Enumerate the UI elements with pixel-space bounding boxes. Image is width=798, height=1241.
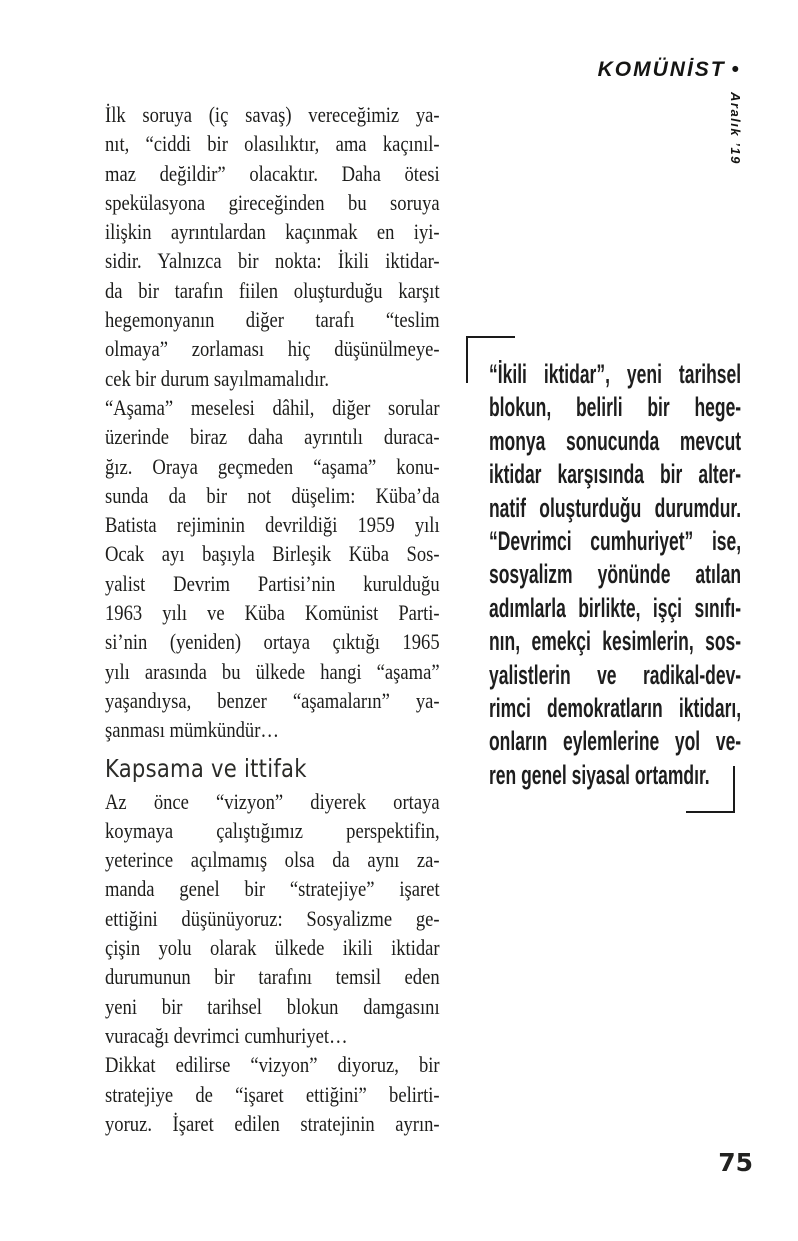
body-line: yeni bir tarihsel blokun damgasını — [105, 993, 440, 1019]
body-line: Ocak ayı başıyla Birleşik Küba Sos- — [105, 541, 440, 567]
body-line: maz değildir” olacaktır. Daha ötesi — [105, 160, 440, 186]
quote-line: blokun, belirli bir hege- — [489, 392, 742, 423]
pull-quote — [489, 358, 741, 792]
page-number: 75 — [718, 1148, 753, 1177]
body-line: Az önce “vizyon” diyerek ortaya — [105, 788, 440, 814]
journal-title-text: KOMÜNİST — [597, 58, 726, 81]
body-line: manda genel bir “stratejiye” işaret — [105, 876, 440, 902]
masthead-bullet: • — [731, 58, 739, 81]
section-heading: Kapsama ve ittifak — [105, 753, 307, 783]
quote-line: rimci demokratların iktidarı, — [489, 693, 742, 724]
body-line: sunda da bir not düşelim: Küba’da — [105, 482, 440, 508]
quote-line: ren genel siyasal ortamdır. — [489, 759, 710, 790]
body-line: koymaya çalıştığımız perspektifin, — [105, 817, 440, 843]
quote-line: onların eylemlerine yol ve- — [489, 726, 742, 757]
journal-title — [598, 58, 739, 82]
body-line: Batista rejiminin devrildiği 1959 yılı — [105, 512, 440, 538]
body-line: ilişkin ayrıntılardan kaçınmak en iyi- — [105, 219, 440, 245]
body-line: şanması mümkündür… — [105, 717, 280, 743]
paragraph-2 — [105, 393, 440, 745]
body-line: cek bir durum sayılmamalıdır. — [105, 365, 330, 391]
article-body — [105, 100, 440, 1138]
body-line: hegemonyanın diğer tarafı “teslim — [105, 307, 440, 333]
body-line: yeterince açılmamış olsa da aynı za- — [105, 847, 440, 873]
issue-date: Aralık ’19 — [728, 92, 743, 165]
body-line: yalist Devrim Partisi’nin kurulduğu — [105, 570, 440, 596]
quote-line: “İkili iktidar”, yeni tarihsel — [489, 359, 742, 389]
body-line: vuracağı devrimci cumhuriyet… — [105, 1022, 348, 1048]
body-line: Dikkat edilirse “vizyon” diyoruz, bir — [105, 1052, 440, 1078]
body-line: 1963 yılı ve Küba Komünist Parti- — [105, 600, 440, 626]
quote-close-bracket — [686, 766, 735, 813]
body-line: İlk soruya (iç savaş) vereceğimiz ya- — [105, 102, 440, 127]
body-line: si’nin (yeniden) ortaya çıktığı 1965 — [105, 629, 440, 655]
body-line: yoruz. İşaret edilen stratejinin ayrın- — [105, 1110, 440, 1136]
body-line: yaşandıysa, benzer “aşamaların” ya- — [105, 687, 440, 713]
body-line: “Aşama” meselesi dâhil, diğer sorular — [105, 394, 440, 420]
body-line: spekülasyona gireceğinden bu soruya — [105, 189, 440, 215]
body-line: durumunun bir tarafını temsil eden — [105, 964, 440, 990]
quote-line: “Devrimci cumhuriyet” ise, — [489, 526, 742, 557]
body-line: ğız. Oraya geçmeden “aşama” konu- — [105, 453, 440, 479]
body-line: yılı arasında bu ülkede hangi “aşama” — [105, 658, 440, 684]
body-line: da bir tarafın fiilen oluşturduğu karşıt — [105, 277, 440, 303]
paragraph-1 — [105, 100, 440, 393]
body-line: nıt, “ciddi bir olasılıktır, ama kaçınıl- — [105, 131, 440, 157]
quote-line: yalistlerin ve radikal-dev- — [489, 659, 742, 690]
body-line: çişin yolu olarak ülkede ikili iktidar — [105, 935, 440, 961]
quote-line: monya sonucunda mevcut — [489, 425, 742, 456]
paragraph-4 — [105, 1050, 440, 1138]
body-line: üzerinde biraz daha ayrıntılı duraca- — [105, 424, 440, 450]
body-line: ettiğini düşünüyoruz: Sosyalizme ge- — [105, 905, 440, 931]
quote-line: adımlarla birlikte, işçi sınıfı- — [489, 592, 742, 623]
quote-line: sosyalizm yönünde atılan — [489, 559, 742, 590]
body-line: olmaya” zorlaması hiç düşünülmeye- — [105, 336, 440, 362]
paragraph-3 — [105, 787, 440, 1051]
quote-line: iktidar karşısında bir alter- — [489, 459, 742, 490]
quote-line: nın, emekçi kesimlerin, sos- — [489, 626, 742, 657]
body-line: stratejiye de “işaret ettiğini” belirti- — [105, 1081, 440, 1107]
body-line: sidir. Yalnızca bir nokta: İkili iktidar- — [105, 248, 440, 274]
quote-line: natif oluşturduğu durumdur. — [489, 492, 742, 523]
